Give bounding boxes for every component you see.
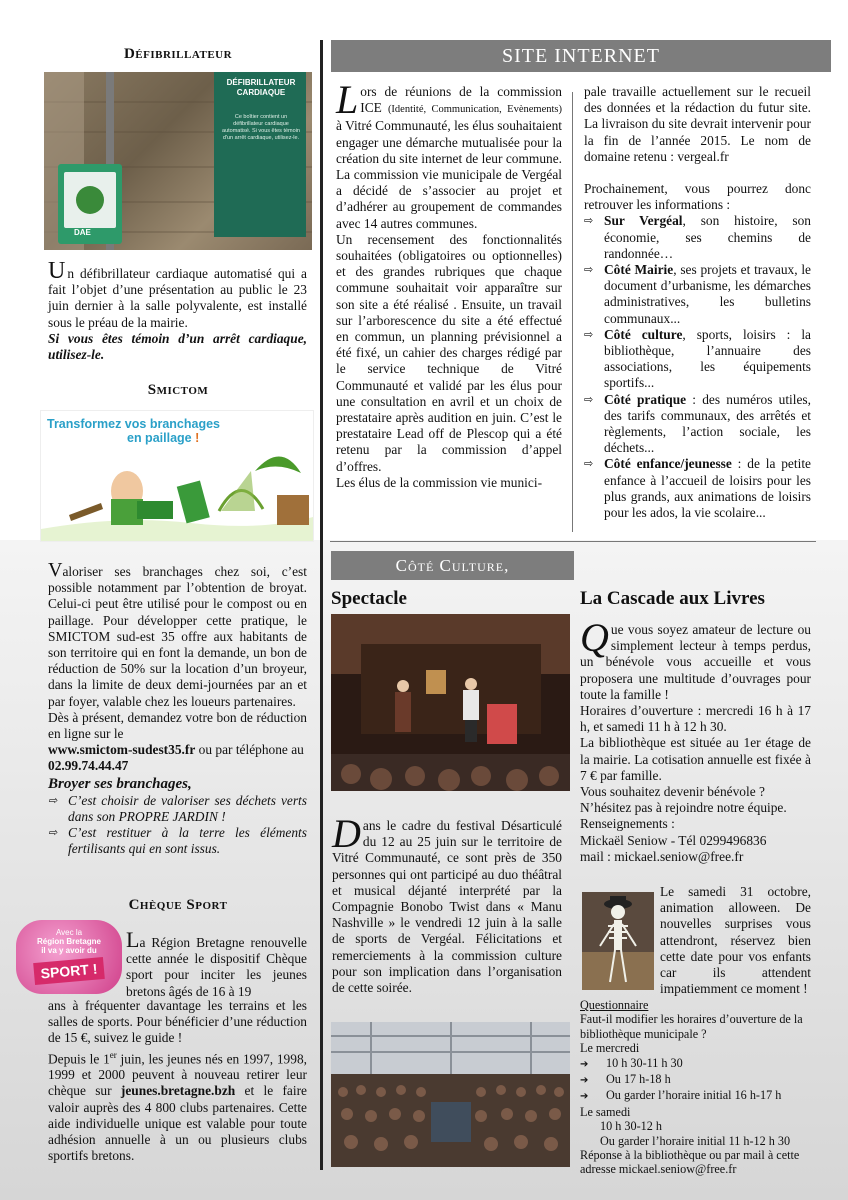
cascade-contact-phone: Mickaël Seniow - Tél 0299496836 [580, 832, 767, 848]
cheque-paragraph-1: a Région Bretagne renouvelle cette année le dispositif Chèque sport pour inciter les jeunes bretons âgés de 16 à 19 [126, 935, 307, 999]
arrow-icon: ⇨ [584, 458, 594, 471]
broyer-title: Broyer ses branchages, [48, 775, 192, 792]
sign-title: DÉFIBRILLATEUR CARDIAQUE [226, 78, 296, 97]
option-row[interactable]: ➔ Ou 17 h-18 h [580, 1072, 811, 1088]
cheque-paragraph-1b: ans à fréquenter davantage les terrains et les salles de sports. Pour bénéficier d’une réduction de 15 €, suivez le guide ! [48, 998, 307, 1046]
cheque-intro [126, 927, 307, 1000]
spectacle-title: Spectacle [331, 588, 407, 609]
defib-heading: Défibrillateur [123, 46, 233, 62]
cheque-heading: Chèque Sport [128, 897, 228, 913]
column-divider [320, 40, 323, 1170]
arrow-icon: ⇨ [584, 215, 594, 228]
site-info-list [584, 213, 811, 521]
jeunes-bretagne-link[interactable]: jeunes.bretagne.bzh [120, 1083, 236, 1099]
section-divider [330, 541, 816, 542]
cascade-contact-mail: mail : mickael.seniow@free.fr [580, 848, 744, 864]
spectacle-paragraph: ans le cadre du festival Désarticulé du 12 au 25 juin sur le territoire de Vitré Communauté, ce sont près de 350 personnes qui ont participé au duo théâtral et musical déjanté interprété par la Compagnie Bonobo Twist dans « Manu Nashville » le vendredi 12 juin à la salle de sports de Vergéal. Félicitations et remerciements à la commission culture pour son implication dans l’organisation de cette soirée. [332, 818, 562, 996]
cheque-paragraph-2: Depuis le 1er juin, les jeunes nés en 1997, 1998, 1999 et 2000 peuvent à nouveau retirer leur chèque sur jeunes.bretagne.bzh et le faire valoir auprès des 4 800 clubs partenaires. Cette aide individuelle unique est valable pour toute adhésion annuelle à un ou plusieurs clubs sportifs bretons. [48, 1049, 307, 1164]
questionnaire-samedi: Le samedi [580, 1104, 631, 1119]
culture-banner: Côté Culture, [331, 551, 574, 580]
option-row[interactable]: Ou garder l’horaire initial 11 h-12 h 30 [600, 1133, 791, 1148]
arrow-icon: ⇨ [584, 264, 594, 277]
smictom-dropcap: V [48, 559, 63, 581]
arrow-icon: ➔ [580, 1058, 589, 1070]
defib-paragraph: n défibrillateur cardiaque automatisé qui a fait l’objet d’une présentation au public le 23 juin dernier à la salle polyvalente, est installé sous le préau de la mairie. [48, 266, 307, 330]
list-item: ⇨ Sur Vergéal, son histoire, son économie, ses chemins de randonnée… [584, 213, 812, 261]
cascade-volunteer-question: Vous souhaitez devenir bénévole ? [580, 784, 765, 800]
option-row[interactable]: ➔ Ou garder l’horaire initial 16 h-17 h [580, 1088, 811, 1104]
cascade-dropcap: Q [580, 615, 609, 660]
cascade-title: La Cascade aux Livres [580, 588, 765, 609]
cascade-paragraph-1: ue vous soyez amateur de lecture ou simplement lecteur à temps perdus, un bénévole vous accueille et vous proposera une multitude d’ouvrages pour toute la famille ! [580, 622, 811, 702]
questionnaire-title: Questionnaire [580, 998, 649, 1012]
smictom-paragraph-1: aloriser ses branchages chez soi, c’est possible notamment par l’obtention de broyat. Celui-ci peut être utilisé pour le compost ou en paillage. Pour développer cette pratique, le SMICTOM sud-est 35 offre aux habitants de son territoire qui en font la demande, un bon de réduction de 50% sur la location d’un broyeur, dans la limite de deux demi-journées par an et par foyer, valable chez les loueurs partenaires. [48, 564, 307, 709]
banner-line2: en paillage ! [127, 431, 200, 445]
cascade-text [580, 615, 811, 865]
spectacle-photo [331, 614, 570, 791]
spectacle-dropcap: D [332, 811, 361, 856]
halloween-skeleton-image [582, 892, 654, 990]
smictom-phone: 02.99.74.44.47 [48, 758, 129, 774]
cascade-location: La bibliothèque est située au 1er étage de la mairie. La cotisation annuelle est fixée à 7 € par famille. [580, 735, 811, 783]
site-col2-paragraph-1: pale travaille actuellement sur le recueil des données et la rédaction du futur site. La livraison du site devrait intervenir pour la fin de l’année 2015. Le nom de domaine retenu : vergeal.fr [584, 84, 811, 164]
arrow-icon: ⇨ [48, 794, 58, 807]
site-paragraph-3: Les élus de la commission vie munici- [336, 474, 543, 490]
defib-dropcap: U [48, 258, 66, 284]
cheque-text [48, 998, 307, 1165]
smictom-paragraph-3: ou par téléphone au [195, 742, 304, 758]
questionnaire-reply: Réponse à la bibliothèque ou par mail à cette adresse mickael.seniow@free.fr [580, 1148, 800, 1177]
site-col2 [584, 84, 811, 521]
questionnaire-question: Faut-il modifier les horaires d’ouverture de la bibliothèque municipale ? [580, 1012, 803, 1041]
smictom-website-link[interactable]: www.smictom-sudest35.fr [48, 742, 196, 758]
smictom-banner [40, 410, 314, 542]
smictom-heading: Smictom [147, 382, 209, 398]
dae-label: DAE [74, 228, 91, 237]
defibrillator-photo [44, 72, 312, 250]
sport-badge: SPORT ! [33, 957, 105, 985]
spectacle-text [332, 811, 562, 996]
smictom-paragraph-2: Dès à présent, demandez votre bon de réduction en ligne sur le [48, 709, 307, 742]
site-col1: Lors de réunions de la commission ICE (Identité, Communication, Evènements) à Vitré Communauté, les élus souhaitaient engager une démarche mutualisée pour la création du site internet de leur commune. La commission vie municipale de Vergéal a décidé de s’associer au projet et d’adhérer au groupement de commandes avec 14 autres communes. Un recensement des fonctionnalités souhaitées (obligatoires ou optionnelles) et des grandes rubriques que chaque commune souhaitait voir apparaître sur son site a été réalisé . Ensuite, un travail sur l’arborescence du site a été effectué en commun, un planning prévisionnel a été fixé, un cahier des charges rédigé par le service technique de Vitré Communauté et validé par les élus pour une consultation en avril et un choix de prestataire après audition en juin. C’est le prestataire Lead off de Plescop qui a été retenu par la commission d’appel d’offres. Les élus de la commission vie munici- [336, 77, 562, 490]
list-item: ⇨ C’est choisir de valoriser ses déchets verts dans son PROPRE JARDIN ! [48, 792, 307, 824]
arrow-icon: ➔ [580, 1091, 589, 1103]
cascade-info-label: Renseignements : [580, 816, 675, 832]
halloween-text: Le samedi 31 octobre, animation alloween. De nouvelles surprises vous attendront, réservez bien cette date pour vos enfants car ils attendent impatiemment ce moment ! [660, 884, 811, 997]
arrow-icon: ⇨ [584, 328, 594, 341]
hall-photo [331, 1022, 570, 1167]
site-dropcap: L [336, 77, 359, 122]
cheque-sport-logo: Avec la Région Bretagne il va y avoir du SPORT ! [16, 920, 122, 994]
list-item: ⇨ Côté culture, sports, loisirs : la bibliothèque, l’annuaire des associations, les équipements sportifs... [584, 326, 812, 391]
cascade-hours: Horaires d’ouverture : mercredi 16 h à 17 h, et samedi 11 h à 12 h 30. [580, 703, 811, 735]
questionnaire [580, 998, 811, 1177]
list-item: ⇨ Côté enfance/jeunesse : de la petite enfance à l’accueil de loisirs pour les plus grands, aux animations de loisirs pour les ados, la vie scolaire... [584, 456, 811, 521]
arrow-icon: ⇨ [584, 393, 594, 406]
banner-line1: Transformez vos branchages [47, 417, 220, 431]
list-item: ⇨ Côté Mairie, ses projets et travaux, le document d’urbanisme, les démarches administratives, les bulletins communaux... [584, 262, 811, 326]
site-col2-paragraph-2: Prochainement, vous pourrez donc retrouver les informations : [584, 181, 811, 213]
arrow-icon: ➔ [580, 1075, 589, 1087]
site-paragraph-2: Un recensement des fonctionnalités souhaitées (obligatoires ou optionnelles) et des grandes rubriques que chaque commune souhaitait voir apparaître sur son site a été réalisé . Ensuite, un travail sur l’arborescence du site a été effectué en commun, un planning prévisionnel a été fixé, un cahier des charges rédigé par le service technique de Vitré Communauté et validé par les élus pour une consultation en avril et un choix de prestataire après audition en juin. C’est le prestataire Lead off de Plescop qui a été retenu par la commission d’appel d’offres. [336, 231, 562, 474]
defib-text [48, 258, 307, 363]
site-internet-banner: SITE INTERNET [331, 40, 831, 72]
list-item: ⇨ Côté pratique : des numéros utiles, des tarifs communaux, des arrêtés et règlements, l’action sociale, les déchets... [584, 391, 811, 456]
cheque-dropcap: L [126, 927, 140, 952]
site-column-divider [572, 92, 573, 532]
list-item: ⇨ C’est restituer à la terre les éléments fertilisants qui en sont issus. [48, 825, 307, 857]
sign-text: Ce boîtier contient un défibrillateur cardiaque automatisé. Si vous êtes témoin d'un arrêt cardiaque, utilisez-le. [222, 114, 300, 141]
smictom-text [48, 559, 307, 857]
questionnaire-mercredi: Le mercredi [580, 1041, 640, 1056]
broyer-list [48, 793, 307, 858]
defib-emphasis: Si vous êtes témoin d’un arrêt cardiaque, utilisez-le. [48, 330, 307, 363]
arrow-icon: ⇨ [48, 827, 58, 840]
cascade-volunteer-invite: N’hésitez pas à rejoindre notre équipe. [580, 800, 787, 816]
option-row[interactable]: 10 h 30-12 h [600, 1119, 662, 1134]
option-row[interactable]: ➔ 10 h 30-11 h 30 [580, 1056, 811, 1072]
